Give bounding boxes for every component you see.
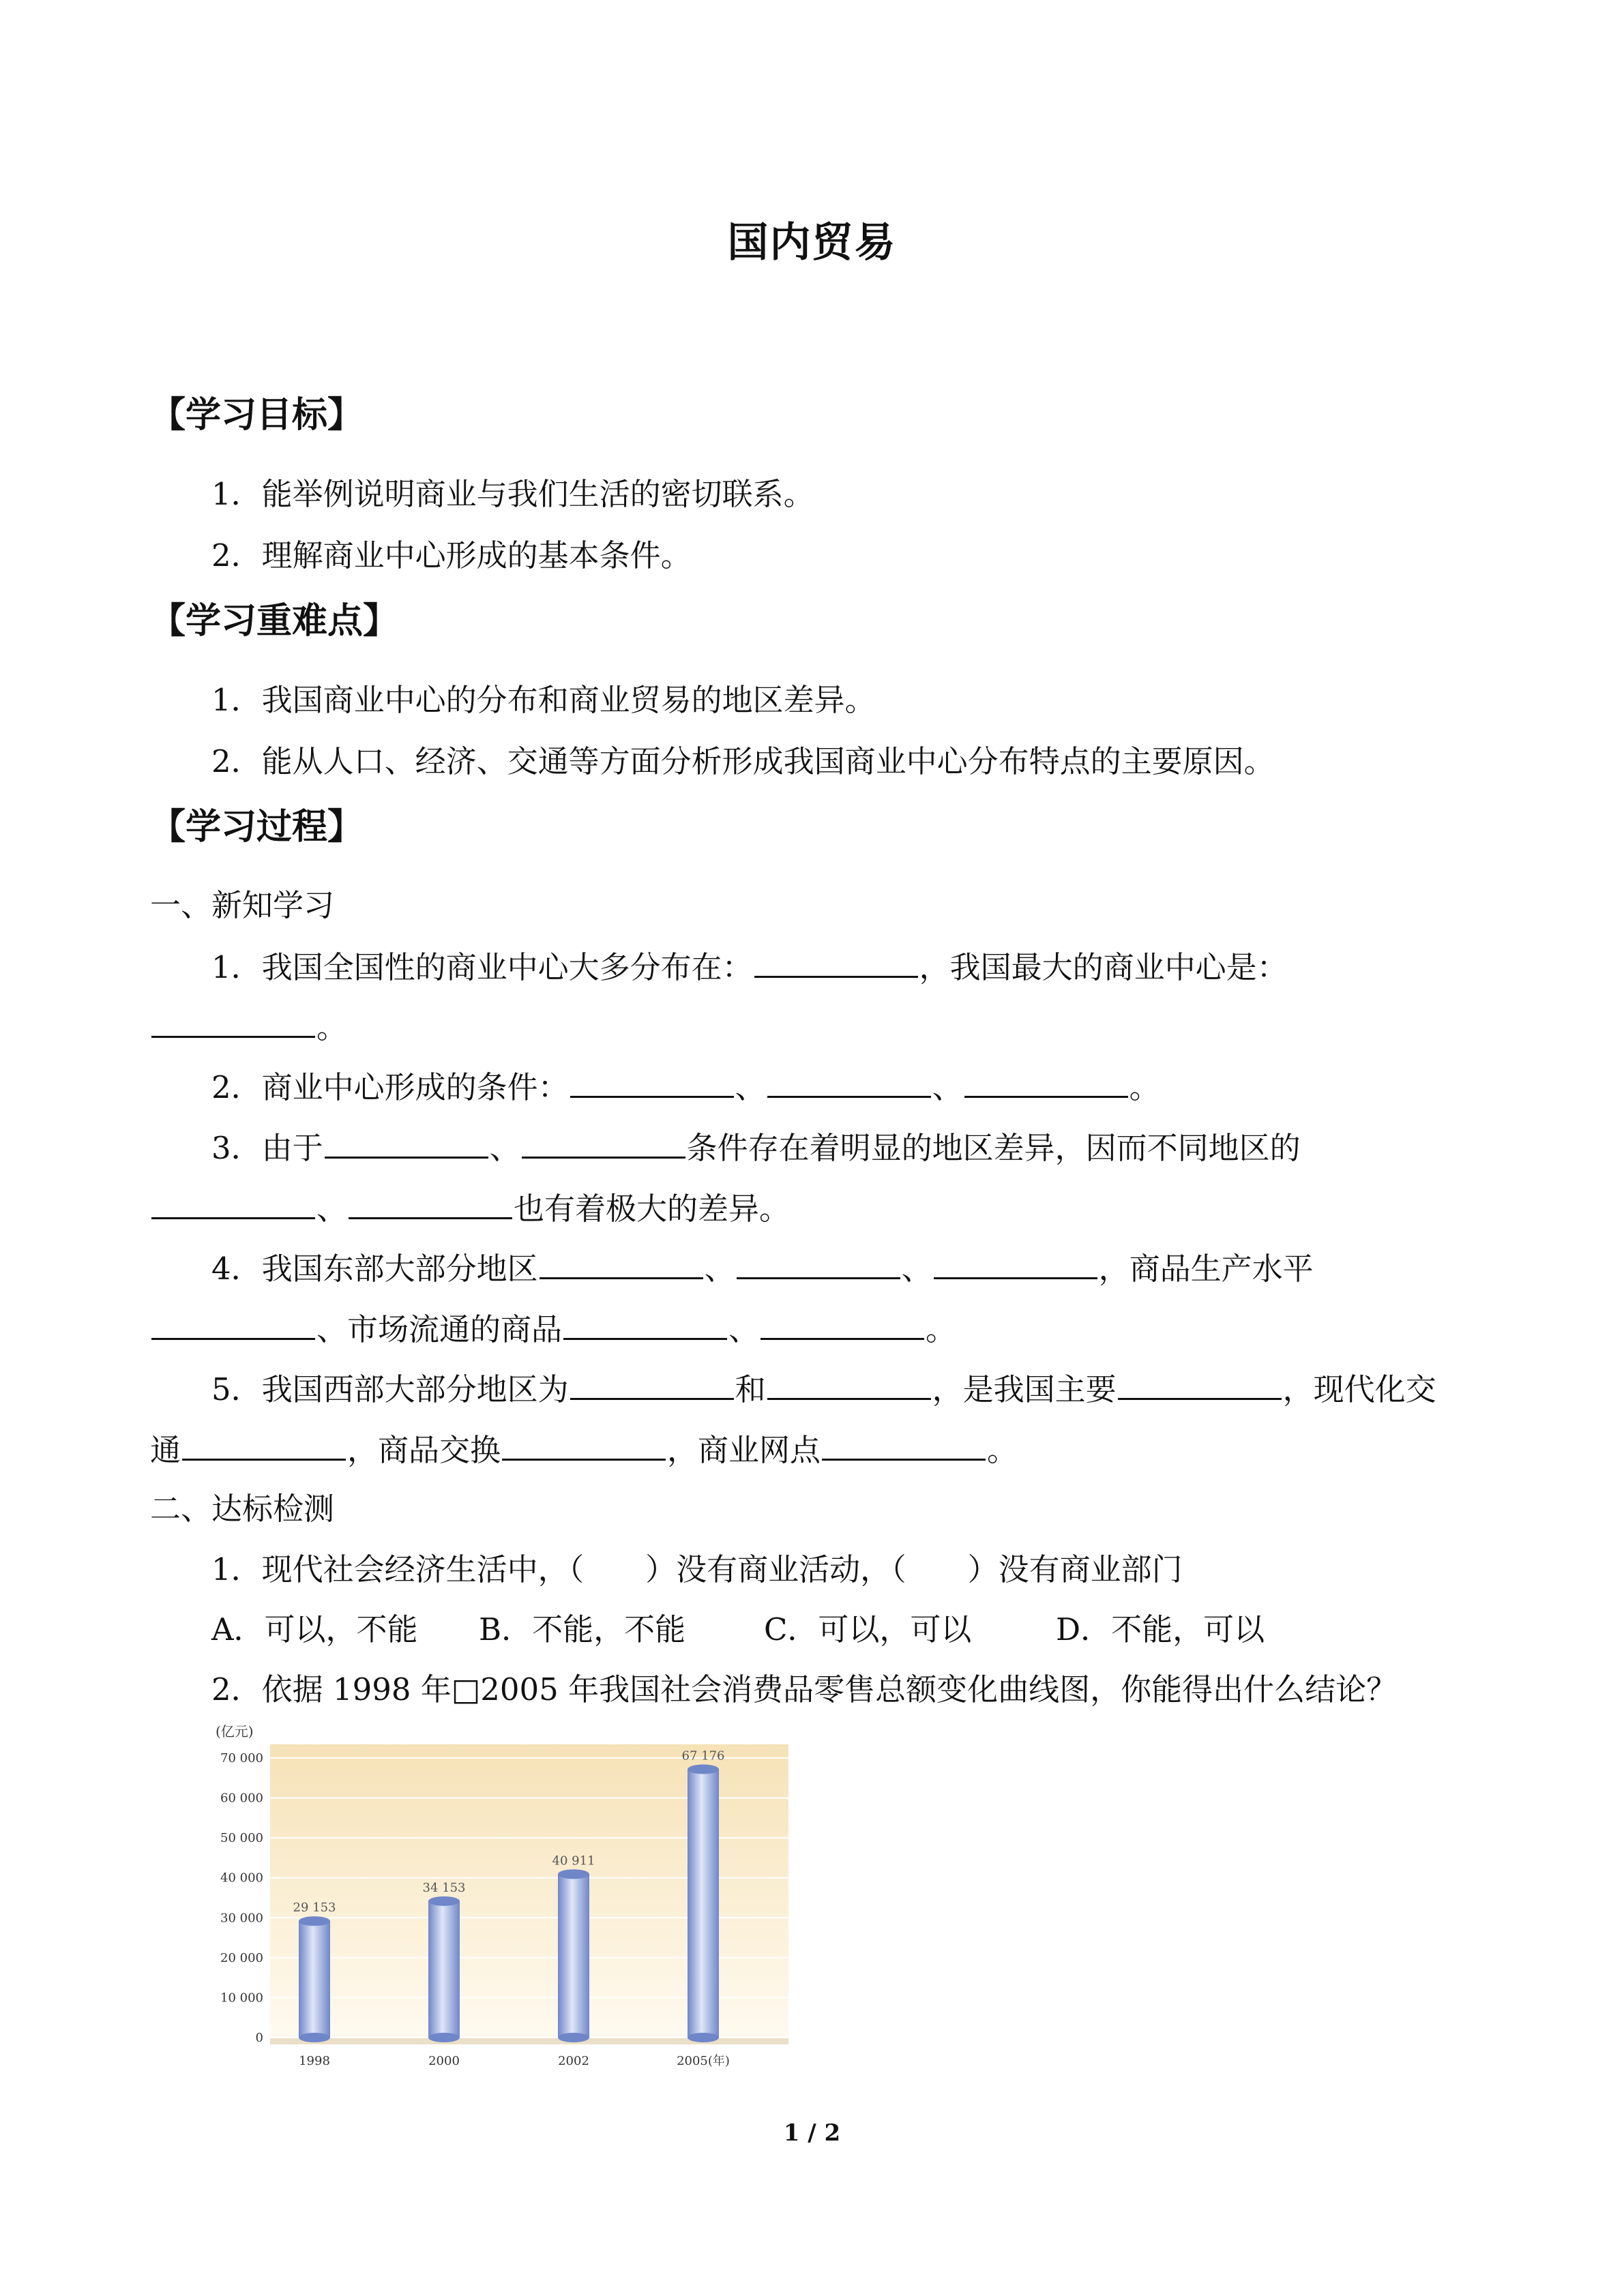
- answer-blank[interactable]: [964, 1066, 1128, 1098]
- option-a[interactable]: A．可以，不能: [211, 1611, 418, 1648]
- key-point-item-1: 1．我国商业中心的分布和商业贸易的地区差异。: [211, 682, 876, 718]
- key-point-item-2: 2．能从人口、经济、交通等方面分析形成我国商业中心分布特点的主要原因。: [211, 743, 1275, 779]
- retail-sales-chart: [202, 1717, 809, 2072]
- part2-title: 二、达标检测: [150, 1491, 335, 1527]
- answer-blank[interactable]: [151, 1187, 315, 1219]
- answer-blank[interactable]: [570, 1066, 734, 1098]
- answer-blank[interactable]: [934, 1247, 1097, 1279]
- answer-blank[interactable]: [761, 1308, 924, 1340]
- answer-blank[interactable]: [182, 1429, 346, 1461]
- x-tick-label: 2000: [428, 2054, 460, 2068]
- key-points-heading: 【学习重难点】: [150, 600, 399, 642]
- option-b[interactable]: B．不能，不能: [479, 1611, 686, 1648]
- bar-base: [299, 2033, 330, 2042]
- answer-blank[interactable]: [570, 1368, 734, 1400]
- option-c[interactable]: C．可以，可以: [764, 1611, 972, 1648]
- data-label: 34 153: [422, 1880, 466, 1895]
- y-tick-label: 40 000: [220, 1870, 263, 1885]
- data-label: 29 153: [293, 1900, 336, 1915]
- objective-item-2: 2．理解商业中心形成的基本条件。: [211, 537, 692, 573]
- data-label: 40 911: [552, 1853, 595, 1868]
- bar-top: [688, 1765, 719, 1774]
- answer-blank[interactable]: [754, 946, 918, 978]
- answer-blank[interactable]: [737, 1247, 900, 1279]
- y-tick-label: 50 000: [220, 1831, 263, 1846]
- test-1-stem: 1．现代社会经济生活中，（ ）没有商业活动，（ ）没有商业部门: [211, 1551, 1183, 1587]
- bar-top: [428, 1896, 460, 1906]
- answer-blank[interactable]: [349, 1187, 512, 1219]
- answer-blank[interactable]: [563, 1308, 727, 1340]
- question-5-line-1: 5．我国西部大部分地区为 和 ，是我国主要 ，现代化交: [211, 1368, 1436, 1410]
- y-axis-label: (亿元): [216, 1723, 254, 1740]
- y-tick-label: 0: [255, 2031, 263, 2045]
- question-1-line-2: 。: [150, 1006, 347, 1048]
- x-tick-label: 1998: [299, 2054, 330, 2068]
- x-tick-label: 2002: [558, 2054, 589, 2068]
- bar: [428, 1901, 460, 2038]
- answer-blank[interactable]: [325, 1127, 488, 1159]
- question-3-line-1: 3．由于 、 条件存在着明显的地区差异，因而不同地区的: [211, 1127, 1301, 1169]
- question-4-line-2: 、市场流通的商品 、 。: [150, 1308, 956, 1350]
- part1-title: 一、新知学习: [150, 887, 335, 923]
- data-label: 67 176: [681, 1748, 725, 1763]
- objectives-heading: 【学习目标】: [150, 394, 364, 436]
- question-5-line-2: 通 ，商品交换 ，商业网点 。: [150, 1429, 1018, 1471]
- bar-base: [688, 2033, 719, 2042]
- question-3-line-2: 、 也有着极大的差异。: [150, 1187, 790, 1229]
- bar-base: [428, 2033, 460, 2042]
- document-title: 国内贸易: [727, 219, 897, 267]
- y-tick-label: 10 000: [220, 1991, 263, 2006]
- question-1-line-1: 1．我国全国性的商业中心大多分布在： ，我国最大的商业中心是：: [211, 946, 1288, 988]
- test-2-stem: 2．依据 1998 年□2005 年我国社会消费品零售总额变化曲线图，你能得出什么结论？: [211, 1671, 1398, 1708]
- answer-blank[interactable]: [767, 1066, 931, 1098]
- test-1-options: [211, 1609, 1265, 1650]
- question-4-line-1: 4．我国东部大部分地区 、 、 ，商品生产水平: [211, 1247, 1314, 1289]
- y-tick-label: 20 000: [220, 1950, 263, 1965]
- y-tick-label: 60 000: [220, 1791, 263, 1806]
- bar: [688, 1770, 719, 2038]
- answer-blank[interactable]: [522, 1127, 685, 1159]
- bar: [558, 1874, 589, 2038]
- bar: [299, 1921, 330, 2038]
- bar-top: [558, 1869, 589, 1879]
- bar-top: [299, 1916, 330, 1926]
- page-number: 1 / 2: [783, 2119, 841, 2147]
- objective-item-1: 1．能举例说明商业与我们生活的密切联系。: [211, 476, 814, 512]
- answer-blank[interactable]: [767, 1368, 931, 1400]
- answer-blank[interactable]: [1118, 1368, 1282, 1400]
- y-tick-label: 70 000: [220, 1751, 263, 1765]
- answer-blank[interactable]: [822, 1429, 986, 1461]
- question-2: 2．商业中心形成的条件： 、 、 。: [211, 1066, 1160, 1108]
- option-d[interactable]: D．不能，可以: [1056, 1611, 1265, 1648]
- x-tick-label: 2005(年): [677, 2054, 730, 2068]
- bar-chart-svg: [202, 1717, 809, 2072]
- answer-blank[interactable]: [540, 1247, 703, 1279]
- y-tick-label: 30 000: [220, 1911, 263, 1926]
- process-heading: 【学习过程】: [150, 806, 364, 848]
- answer-blank[interactable]: [502, 1429, 666, 1461]
- answer-blank[interactable]: [151, 1006, 315, 1038]
- answer-blank[interactable]: [151, 1308, 315, 1340]
- bar-base: [558, 2033, 589, 2042]
